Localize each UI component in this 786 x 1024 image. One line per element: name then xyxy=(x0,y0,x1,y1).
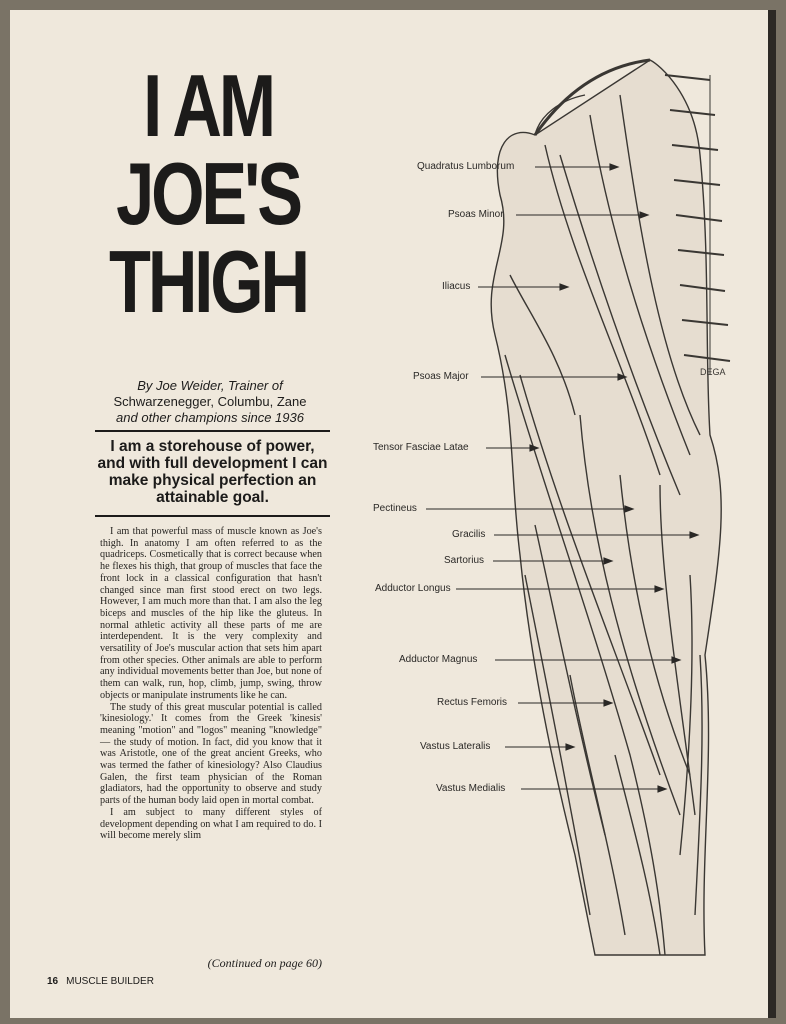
byline-line-1: By Joe Weider, Trainer of xyxy=(137,378,283,393)
body-paragraph-1: I am that powerful mass of muscle known as Joe's thigh. In anatomy I am often referred to as the quadriceps. Cosmetically that is correct because when he flexes his thigh, that group of muscles that face the front lock in a classical configuration that hasn't changed since man first stood erect on two legs. However, I am much more than that. I am also the leg biceps and muscles of the hip like the gluteus. In normal athletic activity all these parts of me are interdependent. It is the very complexity and versatility of Joe's muscular action that sets him apart from other species. Other animals are able to perform any individual movements better than Joe, but none of them can walk, run, hop, climb, jump, swing, throw objects or manipulate instruments like he can. xyxy=(100,526,322,701)
label-vastus-lateralis: Vastus Lateralis xyxy=(420,741,491,752)
label-vastus-medialis: Vastus Medialis xyxy=(436,783,506,794)
label-quadratus-lumborum: Quadratus Lumborum xyxy=(417,161,515,172)
byline-line-2: Schwarzenegger, Columbu, Zane xyxy=(113,394,307,409)
label-psoas-minor: Psoas Minor xyxy=(448,209,504,220)
label-iliacus: Iliacus xyxy=(442,281,471,292)
label-adductor-magnus: Adductor Magnus xyxy=(399,654,478,665)
continued-note: (Continued on page 60) xyxy=(207,956,322,970)
label-rectus-femoris: Rectus Femoris xyxy=(437,697,508,708)
headline-line-3: THIGH xyxy=(109,232,307,331)
page-number: 16 xyxy=(47,976,59,987)
label-psoas-major: Psoas Major xyxy=(413,371,469,382)
headline-line-1: I AM xyxy=(143,56,273,155)
label-pectineus: Pectineus xyxy=(373,503,417,514)
label-gracilis: Gracilis xyxy=(452,529,486,540)
headline-line-2: JOE'S xyxy=(116,144,300,243)
byline-line-3: and other champions since 1936 xyxy=(116,410,304,425)
body-paragraph-3: I am subject to many different styles of development depending on what I am required to do. I will become merely slim xyxy=(100,806,322,842)
deck-subhead: I am a storehouse of power, and with full development I can make physical perfection an attainable goal. xyxy=(97,438,328,506)
label-tensor-fasciae-latae: Tensor Fasciae Latae xyxy=(373,442,469,453)
artist-signature: DEGA xyxy=(700,367,726,377)
label-adductor-longus: Adductor Longus xyxy=(375,583,451,594)
label-sartorius: Sartorius xyxy=(444,555,485,566)
magazine-name: MUSCLE BUILDER xyxy=(66,976,154,987)
body-paragraph-2: The study of this great muscular potential is called 'kinesiology.' It comes from the Greek 'kinesis' meaning "motion" and "logos" meaning "knowledge" — the study of motion. In fact, did you know that it was Aristotle, one of the great ancient Greeks, who was termed the father of kinesiology? Also Claudius Galen, the first team physician of the Roman gladiators, had the opportunity to observe and study parts of the human body laid open in mortal combat. xyxy=(100,701,322,807)
